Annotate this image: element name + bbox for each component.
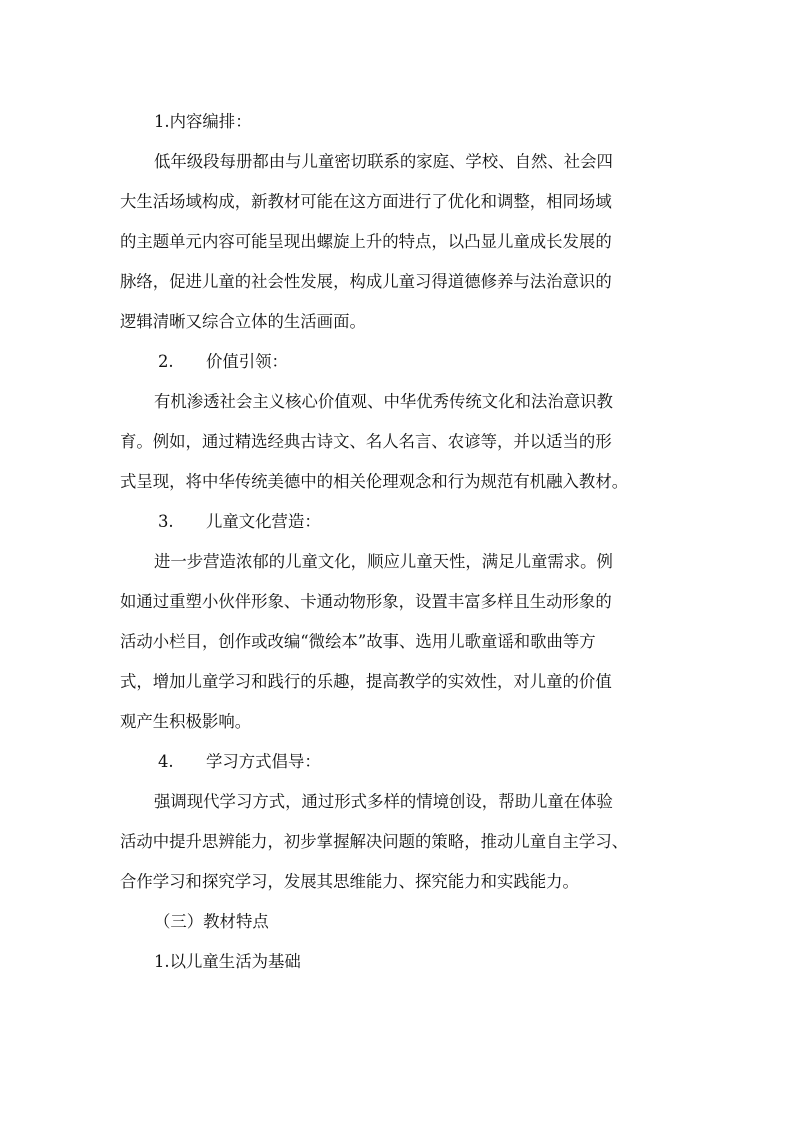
paragraph-line: 式，增加儿童学习和践行的乐趣，提高教学的实效性，对儿童的价值 [120,672,612,691]
item-1-heading: 1.内容编排： [154,112,252,131]
paragraph-line: 合作学习和探究学习，发展其思维能力、探究能力和实践能力。 [120,872,579,891]
section-heading: （三）教材特点 [154,912,269,931]
item-2-heading [120,342,676,382]
item-number: 3. [158,512,174,531]
item-title: 儿童文化营造： [206,512,321,531]
subitem-heading: 1.以儿童生活为基础 [154,952,301,971]
paragraph-line: 观产生积极影响。 [120,712,252,731]
document-body [120,102,676,982]
paragraph-line: 脉络，促进儿童的社会性发展，构成儿童习得道德修养与法治意识的 [120,272,612,291]
item-title: 价值引领： [206,352,288,371]
item-number: 2. [158,352,174,371]
paragraph-line: 育。例如，通过精选经典古诗文、名人名言、农谚等，并以适当的形 [120,432,612,451]
paragraph-line: 低年级段每册都由与儿童密切联系的家庭、学校、自然、社会四 [154,152,613,171]
paragraph-line: 的主题单元内容可能呈现出螺旋上升的特点，以凸显儿童成长发展的 [120,232,612,251]
paragraph-line: 式呈现，将中华传统美德中的相关伦理观念和行为规范有机融入教材。 [120,472,629,491]
item-3-heading [120,502,676,542]
paragraph-line: 强调现代学习方式，通过形式多样的情境创设，帮助儿童在体验 [154,792,613,811]
paragraph-line: 如通过重塑小伙伴形象、卡通动物形象，设置丰富多样且生动形象的 [120,592,612,611]
paragraph-line: 有机渗透社会主义核心价值观、中华优秀传统文化和法治意识教 [154,392,613,411]
paragraph-line: 进一步营造浓郁的儿童文化，顺应儿童天性，满足儿童需求。例 [154,552,613,571]
paragraph-line: 活动中提升思辨能力，初步掌握解决问题的策略，推动儿童自主学习、 [120,832,629,851]
paragraph-line: 活动小栏目，创作或改编“微绘本”故事、选用儿歌童谣和歌曲等方 [120,632,596,651]
item-title: 学习方式倡导： [206,752,321,771]
item-number: 4. [158,752,174,771]
paragraph-line: 逻辑清晰又综合立体的生活画面。 [120,312,366,331]
paragraph-line: 大生活场域构成，新教材可能在这方面进行了优化和调整，相同场域 [120,192,612,211]
item-4-heading [120,742,676,782]
